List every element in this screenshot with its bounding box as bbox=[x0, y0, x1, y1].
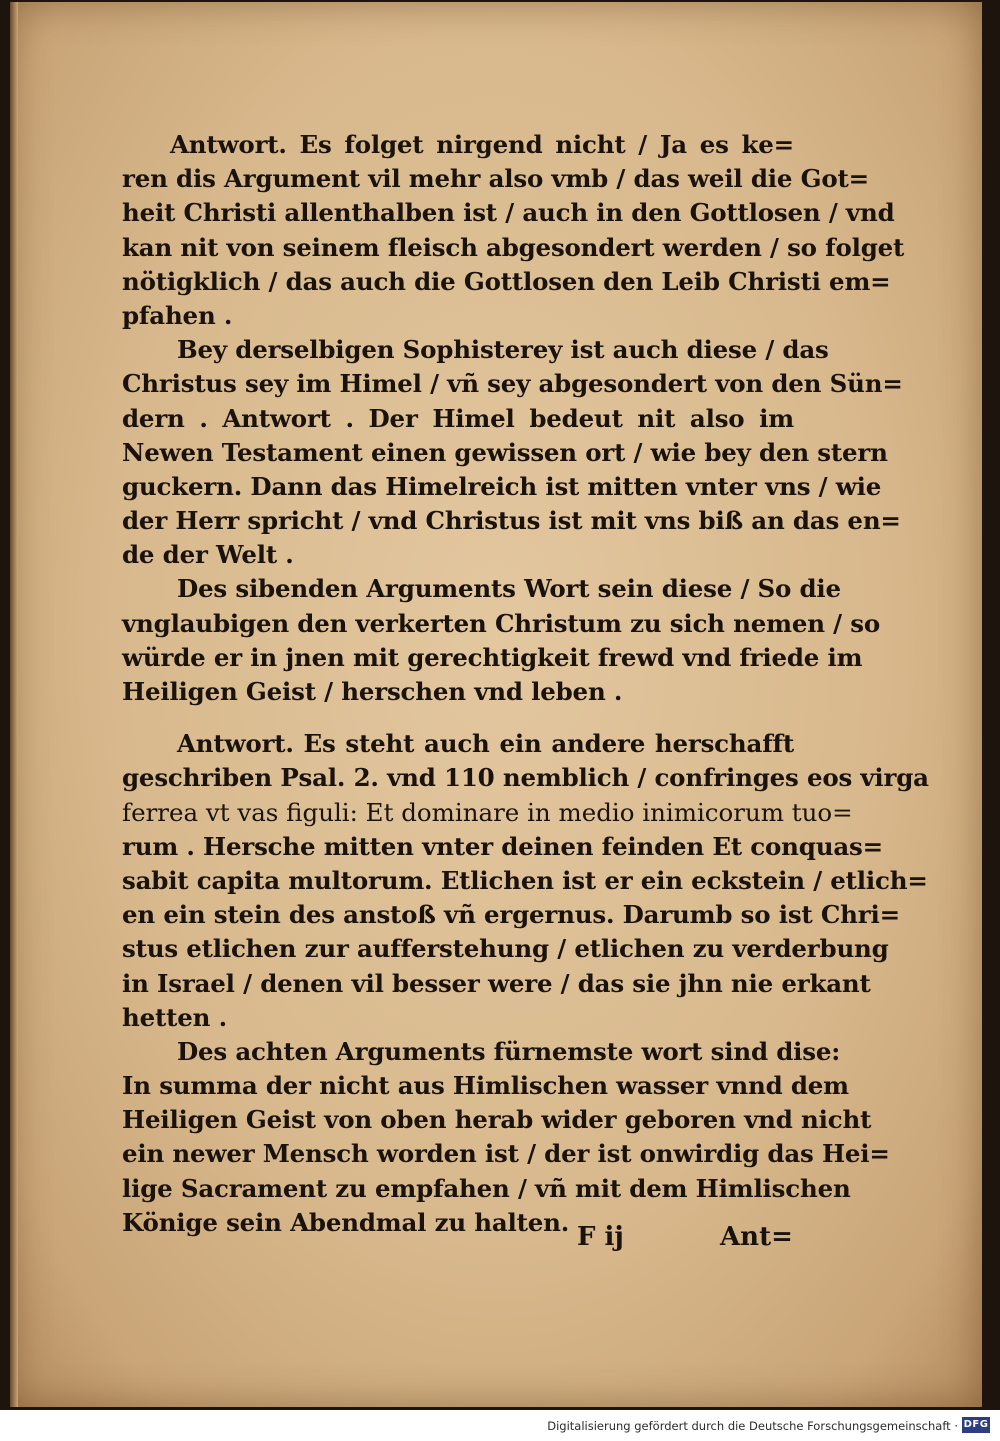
body-text bbox=[122, 128, 929, 1240]
text-line: lige Sacrament zu empfahen / vñ mit dem Himlischen bbox=[122, 1173, 851, 1203]
text-line: Newen Testament einen gewissen ort / wie bey den stern bbox=[122, 437, 888, 467]
text-line: In summa der nicht aus Himlischen wasser vnnd dem bbox=[122, 1071, 849, 1101]
text-line: geschriben Psal. 2. vnd 110 nemblich / confringes eos virga bbox=[122, 763, 929, 793]
text-line: ren dis Argument vil mehr also vmb / das weil die Got= bbox=[122, 164, 869, 194]
text-line: Heiligen Geist / herschen vnd leben . bbox=[122, 677, 623, 706]
text-line: de der Welt . bbox=[122, 540, 294, 570]
text-line: nötigklich / das auch die Gottlosen den Leib Christi em= bbox=[122, 266, 891, 296]
text-line: pfahen . bbox=[122, 300, 233, 330]
text-line: heit Christi allenthalben ist / auch in den Gottlosen / vnd bbox=[122, 198, 895, 228]
text-line: en ein stein des anstoß vñ ergernus. Darumb so ist Chri= bbox=[122, 900, 900, 930]
text-line: rum . Hersche mitten vnter deinen feinden Et conquas= bbox=[122, 831, 883, 861]
catchword: Ant= bbox=[720, 1222, 793, 1252]
text-line: Antwort. Es folget nirgend nicht / Ja es ke= bbox=[170, 130, 794, 159]
text-line: Antwort. Es steht auch ein andere herschafft bbox=[177, 729, 794, 759]
text-line: guckern. Dann das Himelreich ist mitten vnter vns / wie bbox=[122, 471, 882, 501]
text-line: stus etlichen zur aufferstehung / etlichen zu verderbung bbox=[122, 934, 889, 964]
funding-credit: Digitalisierung gefördert durch die Deutsche Forschungsgemeinschaft · bbox=[547, 1419, 958, 1433]
text-line: in Israel / denen vil besser were / das sie jhn nie erkant bbox=[122, 968, 871, 998]
dfg-logo: DFG bbox=[962, 1417, 990, 1433]
text-line: Könige sein Abendmal zu halten. bbox=[122, 1207, 570, 1237]
text-line: vnglaubigen den verkerten Christum zu sich nemen / so bbox=[122, 608, 880, 638]
page-footer bbox=[122, 1222, 794, 1256]
text-line: der Herr spricht / vnd Christus ist mit vns biß an das en= bbox=[122, 506, 901, 536]
text-line: Des sibenden Arguments Wort sein diese / So die bbox=[177, 574, 841, 604]
text-line: Bey derselbigen Sophisterey ist auch diese / das bbox=[177, 335, 829, 365]
signature-mark: F ij bbox=[577, 1222, 624, 1252]
text-line: hetten . bbox=[122, 1002, 227, 1032]
page-edge bbox=[10, 2, 18, 1407]
text-line: Christus sey im Himel / vñ sey abgesondert von den Sün= bbox=[122, 369, 903, 399]
text-line: kan nit von seinem fleisch abgesondert werden / so folget bbox=[122, 232, 905, 262]
text-line: dern . Antwort . Der Himel bedeut nit also im bbox=[122, 403, 794, 433]
text-line: ferrea vt vas figuli: Et dominare in medio inimicorum tuo= bbox=[122, 797, 853, 827]
text-line: sabit capita multorum. Etlichen ist er ein eckstein / etlich= bbox=[122, 865, 928, 895]
text-line: Des achten Arguments fürnemste wort sind dise: bbox=[177, 1036, 841, 1066]
text-line: Heiligen Geist von oben herab wider geboren vnd nicht bbox=[122, 1105, 872, 1135]
paragraph-gap bbox=[122, 709, 794, 727]
text-line: würde er in jnen mit gerechtigkeit frewd vnd friede im bbox=[122, 642, 863, 672]
text-line: ein newer Mensch worden ist / der ist onwirdig das Hei= bbox=[122, 1139, 890, 1169]
